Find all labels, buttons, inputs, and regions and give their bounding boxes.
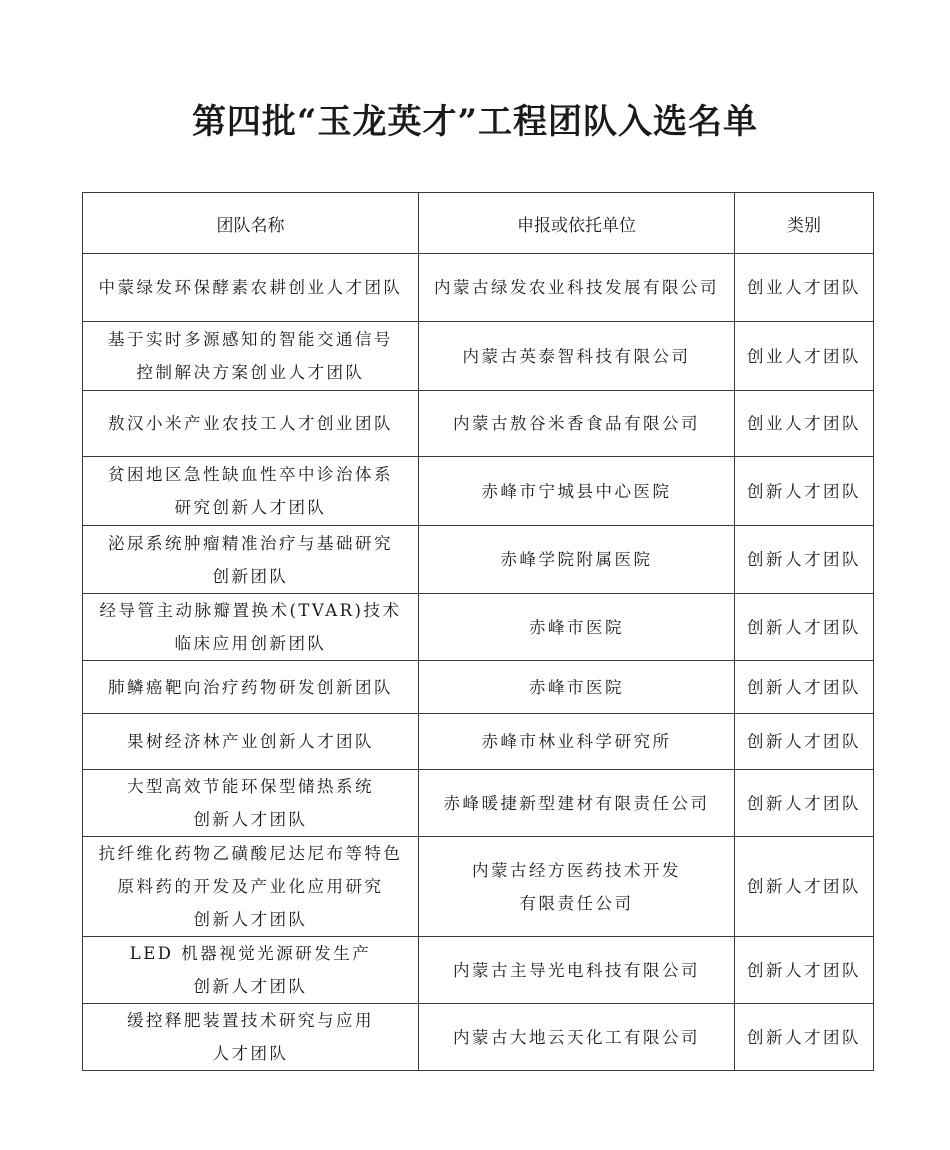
table-row [83,391,874,457]
category: 创业人才团队 [747,414,861,433]
category-cell [735,594,874,661]
team-name: 中蒙绿发环保酵素农耕创业人才团队 [98,278,403,297]
unit-cell [419,526,735,594]
unit-name: 内蒙古英泰智科技有限公司 [462,346,691,366]
unit-name: 内蒙古绿发农业科技发展有限公司 [434,278,719,297]
unit-cell [419,254,735,322]
team-name: 果树经济林产业创新人才团队 [127,732,374,751]
table-row [83,937,874,1004]
unit-cell [419,322,735,391]
team-name-cell [83,457,419,526]
team-name: 贫困地区急性缺血性卒中诊治体系 研究创新人才团队 [108,465,393,517]
category: 创新人才团队 [747,481,861,501]
unit-cell [419,714,735,770]
table-row [83,1004,874,1071]
category: 创新人才团队 [747,877,861,896]
team-name: 抗纤维化药物乙磺酸尼达尼布等特色 原料药的开发及产业化应用研究 创新人才团队 [98,844,403,929]
unit-cell [419,1004,735,1071]
category: 创业人才团队 [747,278,861,297]
team-name: 大型高效节能环保型储热系统 创新人才团队 [127,777,374,829]
team-name: 经导管主动脉瓣置换术(TVAR)技术 临床应用创新团队 [99,601,402,653]
category: 创新人才团队 [747,550,861,569]
column-header-unit: 申报或依托单位 [419,193,735,254]
team-name-cell [83,714,419,770]
team-name-cell [83,770,419,837]
table-header-row [83,193,874,254]
unit-name: 赤峰市林业科学研究所 [481,732,672,751]
category: 创新人才团队 [747,732,861,751]
table-row [83,457,874,526]
column-header-category: 类别 [735,193,874,254]
team-name: 基于实时多源感知的智能交通信号 控制解决方案创业人才团队 [108,330,393,382]
category: 创新人才团队 [747,1027,861,1047]
unit-name: 赤峰市宁城县中心医院 [481,481,672,501]
table-row [83,770,874,837]
unit-cell [419,594,735,661]
category-cell [735,322,874,391]
table-row [83,526,874,594]
team-name: 缓控释肥装置技术研究与应用 人才团队 [127,1011,374,1063]
category-cell [735,254,874,322]
category-cell [735,937,874,1004]
category-cell [735,770,874,837]
team-name-cell [83,254,419,322]
category: 创新人才团队 [747,617,861,637]
unit-cell [419,770,735,837]
table-row [83,661,874,714]
category-cell [735,526,874,594]
unit-name: 赤峰暖捷新型建材有限责任公司 [443,793,710,813]
unit-name: 内蒙古经方医药技术开发 有限责任公司 [472,860,681,913]
unit-cell [419,937,735,1004]
category-cell [735,391,874,457]
page-title: 第四批“玉龙英才”工程团队入选名单 [191,102,759,142]
unit-name: 内蒙古敖谷米香食品有限公司 [453,414,700,433]
table-row [83,714,874,770]
unit-name: 赤峰市医院 [529,677,624,697]
unit-name: 赤峰市医院 [529,617,624,637]
team-name: 泌尿系统肿瘤精准治疗与基础研究 创新团队 [108,533,393,586]
table-row [83,254,874,322]
unit-name: 内蒙古大地云天化工有限公司 [453,1027,700,1047]
category-cell [735,1004,874,1071]
category-cell [735,837,874,937]
table-row [83,594,874,661]
unit-cell [419,837,735,937]
table-row [83,837,874,937]
category-cell [735,714,874,770]
unit-cell [419,457,735,526]
category: 创业人才团队 [747,346,861,366]
team-name-cell [83,322,419,391]
category: 创新人才团队 [747,960,861,980]
team-name: 敖汉小米产业农技工人才创业团队 [108,414,393,433]
team-name-cell [83,837,419,937]
category-cell [735,661,874,714]
category-cell [735,457,874,526]
team-name-cell [83,661,419,714]
unit-name: 赤峰学院附属医院 [500,550,653,569]
team-name-cell [83,937,419,1004]
team-name-cell [83,594,419,661]
team-name: 肺鳞癌靶向治疗药物研发创新团队 [108,677,393,697]
team-name-cell [83,526,419,594]
unit-cell [419,391,735,457]
table-row [83,322,874,391]
team-name-cell [83,1004,419,1071]
column-header-team-name: 团队名称 [83,193,419,254]
category: 创新人才团队 [747,677,861,697]
team-name: LED 机器视觉光源研发生产 创新人才团队 [129,944,372,996]
category: 创新人才团队 [747,793,861,813]
unit-cell [419,661,735,714]
team-roster-table [82,192,874,1071]
unit-name: 内蒙古主导光电科技有限公司 [453,960,700,980]
team-name-cell [83,391,419,457]
